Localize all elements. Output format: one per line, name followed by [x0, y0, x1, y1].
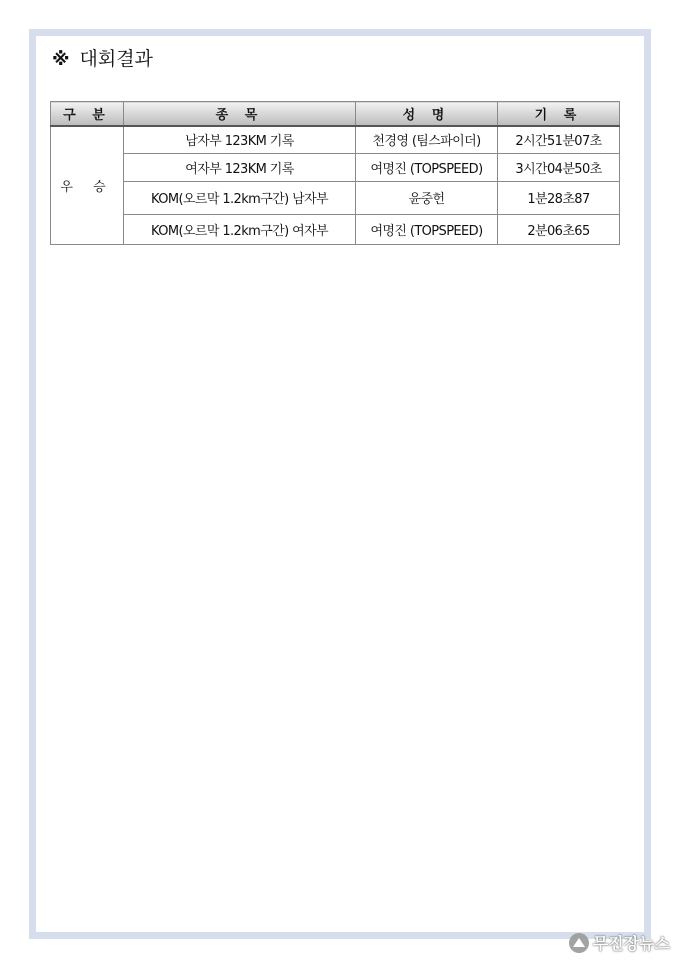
- event-cell: KOM(오르막 1.2km구간) 남자부: [124, 181, 356, 214]
- results-table: [50, 101, 620, 245]
- event-cell: 남자부 123KM 기록: [124, 126, 356, 153]
- watermark-text: 무진장뉴스: [592, 934, 670, 953]
- event-cell: KOM(오르막 1.2km구간) 여자부: [124, 214, 356, 244]
- category-cell: 우 승: [51, 126, 124, 244]
- table-row: [51, 153, 620, 181]
- header-category: 구 분: [51, 102, 124, 127]
- name-cell: 윤중헌: [356, 181, 498, 214]
- record-cell: 3시간04분50초: [498, 153, 620, 181]
- name-cell: 여명진 (TOPSPEED): [356, 153, 498, 181]
- mountain-logo-icon: [569, 933, 589, 953]
- name-cell: 천경영 (팀스파이더): [356, 126, 498, 153]
- watermark: [569, 931, 670, 954]
- name-cell: 여명진 (TOPSPEED): [356, 214, 498, 244]
- table-row: [51, 181, 620, 214]
- header-record: 기 록: [498, 102, 620, 127]
- event-cell: 여자부 123KM 기록: [124, 153, 356, 181]
- record-cell: 2분06초65: [498, 214, 620, 244]
- reference-mark: ※: [52, 49, 70, 70]
- header-name: 성 명: [356, 102, 498, 127]
- header-row: [51, 102, 620, 127]
- table-row: [51, 126, 620, 153]
- header-event: 종 목: [124, 102, 356, 127]
- heading-title: 대회결과: [79, 48, 153, 70]
- section-heading: [52, 44, 153, 71]
- record-cell: 2시간51분07초: [498, 126, 620, 153]
- record-cell: 1분28초87: [498, 181, 620, 214]
- table-row: [51, 214, 620, 244]
